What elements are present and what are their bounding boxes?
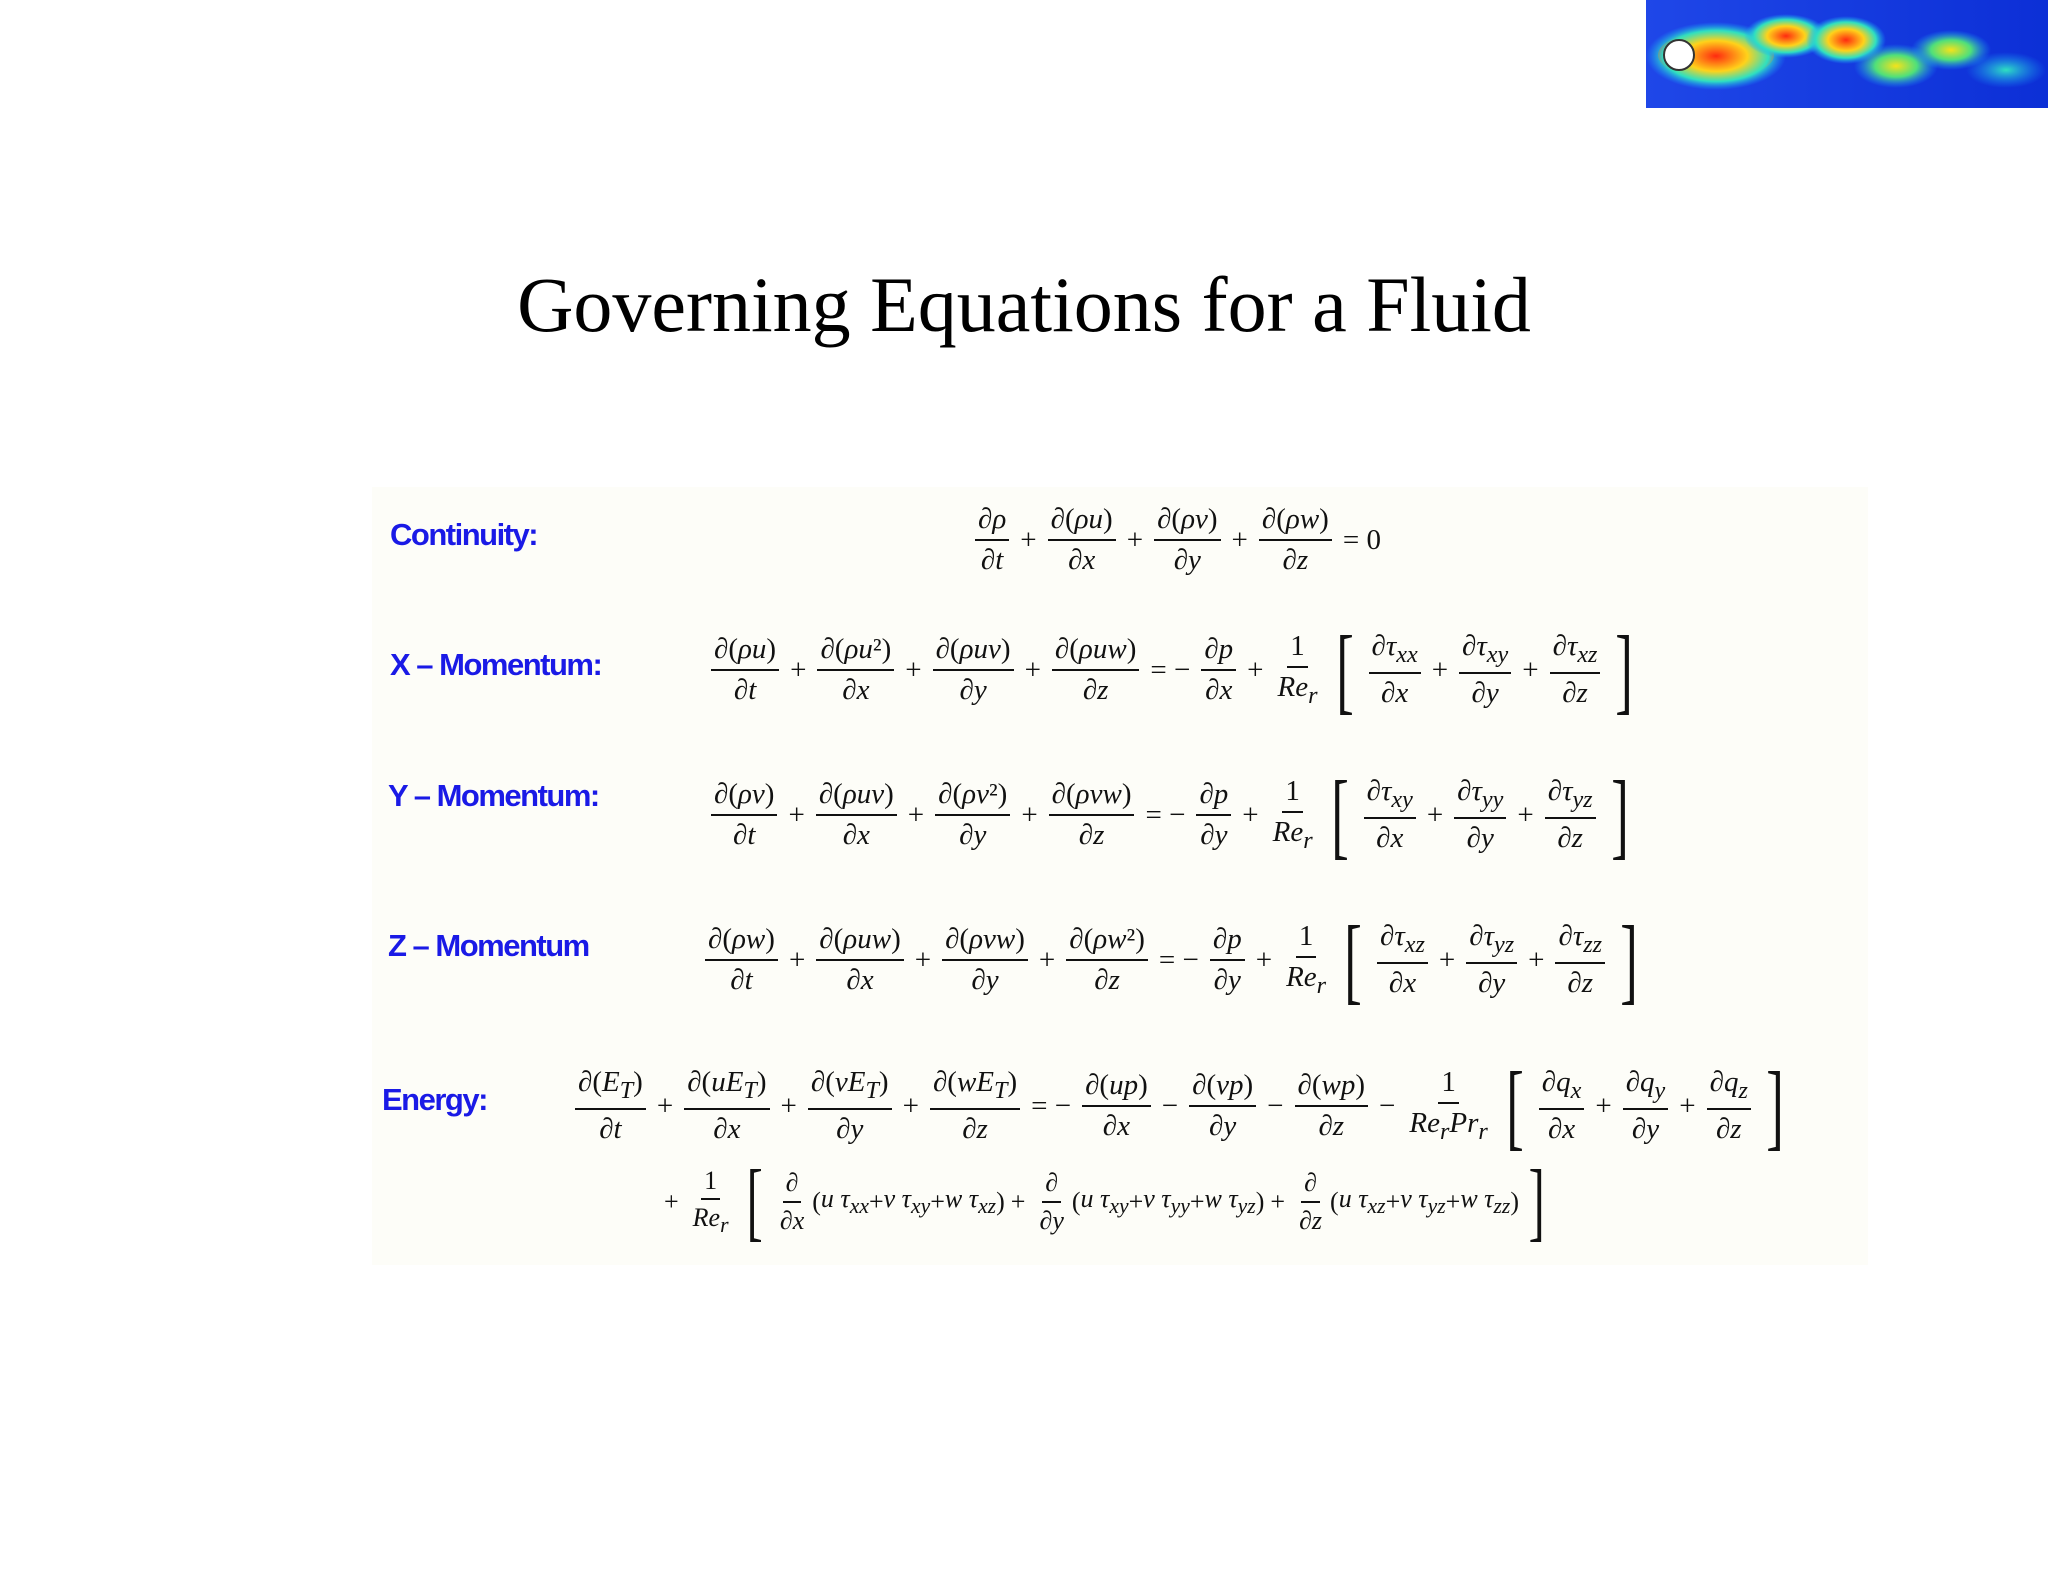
continuity-label: Continuity:: [390, 517, 538, 552]
cfd-vortex-logo: [1646, 0, 2048, 108]
y-momentum-equation: $\frac{\partial(\rho v)}{\partial t}$ + $\frac{\text{∂(ρuv)}}{\partial x}$ + $\frac{\text{∂(ρv²)}}{\partial y}$ + $\frac{\text{∂(ρvw)}}{\partial z}$ = − $\frac{\partial p}{\partial y}$ + $\frac{1}{Re_r}$ [ $\frac{\partial\tau_{xy}}{\partial x}$ + $\frac{\partial\tau_{yy}}{\partial y}$ + $\frac{\partial\tau_{yz}}{\partial z}$ ]: [706, 767, 1639, 863]
energy-equation-line2: + $\frac{1}{Re_r}$ [ $\frac{\partial}{\partial x}$ ( u $\tau_{xx}$ + v $\tau_{xy}$ + w $\tau_{xz}$ ) + $\frac{\partial}{\partial y}$ ( u $\tau_{xy}$ + v $\tau_{yy}$ + w $\tau_{yz}$ ) + $\frac{\partial}{\partial z}$ ( u $\tau_{xz}$ + v $\tau_{yz}$ + w $\tau_{zz}$ ) ]: [664, 1153, 1545, 1250]
energy-label: Energy:: [382, 1082, 487, 1117]
continuity-equation: $\frac{\partial\rho}{\partial t}$ + $\frac{\partial(\rho u)}{\partial x}$ + $\frac{\partial(\rho v)}{\partial y}$ + $\frac{\partial(\rho w)}{\partial z}$ = 0: [970, 503, 1387, 578]
y-momentum-label: Y – Momentum:: [388, 778, 599, 813]
energy-equation-line1: $\frac{\partial(E_T)}{\partial t}$ + $\frac{\partial(uE_T)}{\partial x}$ + $\frac{\partial(vE_T)}{\partial y}$ + $\frac{\partial(wE_T)}{\partial z}$ = − $\frac{\partial(up)}{\partial x}$ − $\frac{\partial(vp)}{\partial y}$ − $\frac{\partial(wp)}{\partial z}$ − $\frac{1}{Re_rPr_r}$ [ $\frac{\partial q_x}{\partial x}$ + $\frac{\partial q_y}{\partial y}$ + $\frac{\partial q_z}{\partial z}$ ]: [570, 1058, 1794, 1154]
x-momentum-label: X – Momentum:: [390, 647, 602, 682]
page-title: Governing Equations for a Fluid: [517, 261, 1531, 348]
x-momentum-equation: $\frac{\partial(\rho u)}{\partial t}$ + $\frac{\text{∂(ρu²)}}{\partial x}$ + $\frac{\text{∂(ρuv)}}{\partial y}$ + $\frac{\text{∂(ρuw)}}{\partial z}$ = − $\frac{\partial p}{\partial x}$ + $\frac{1}{Re_r}$ [ $\frac{\partial\tau_{xx}}{\partial x}$ + $\frac{\partial\tau_{xy}}{\partial y}$ + $\frac{\partial\tau_{xz}}{\partial z}$ ]: [706, 622, 1643, 718]
z-momentum-equation: $\frac{\partial(\rho w)}{\partial t}$ + $\frac{\text{∂(ρuw)}}{\partial x}$ + $\frac{\text{∂(ρvw)}}{\partial y}$ + $\frac{\text{∂(ρw²)}}{\partial z}$ = − $\frac{\partial p}{\partial y}$ + $\frac{1}{Re_r}$ [ $\frac{\partial\tau_{xz}}{\partial x}$ + $\frac{\partial\tau_{yz}}{\partial y}$ + $\frac{\partial\tau_{zz}}{\partial z}$ ]: [700, 912, 1648, 1008]
z-momentum-label: Z – Momentum: [388, 928, 589, 963]
